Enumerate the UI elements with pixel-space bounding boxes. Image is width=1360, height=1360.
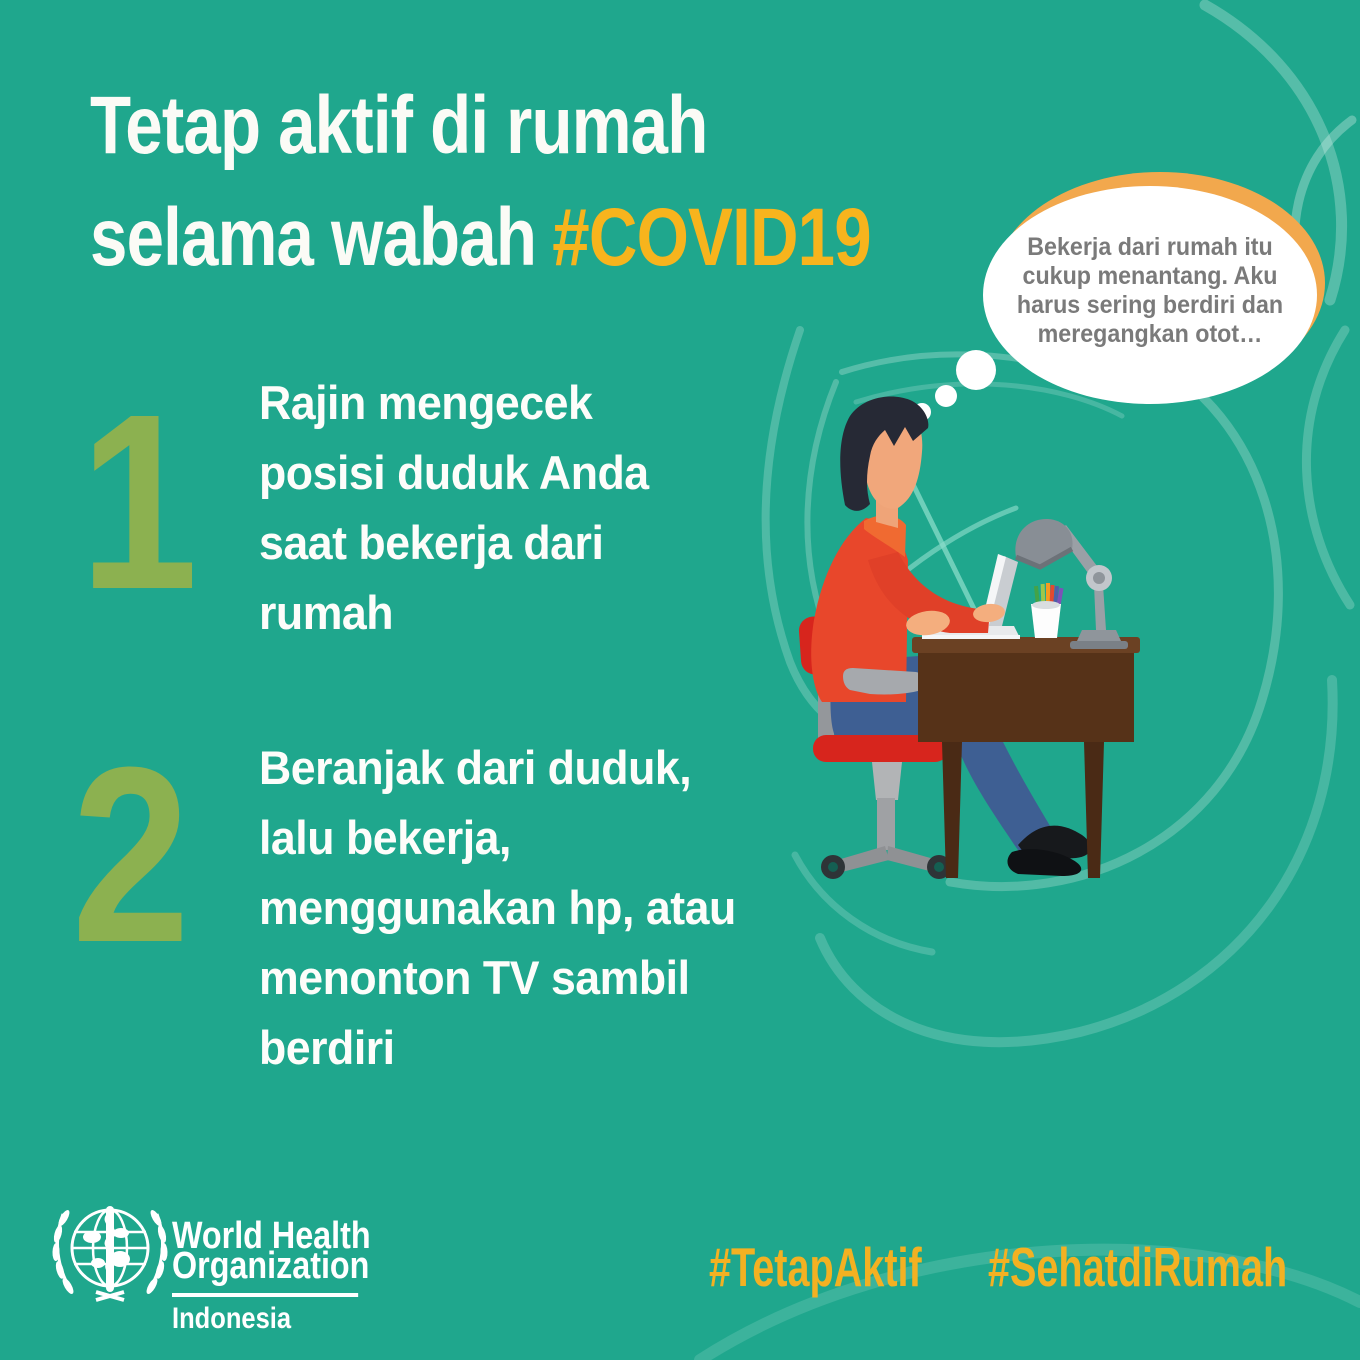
tip-2-number: 2 (71, 715, 190, 994)
poster-title (90, 70, 1033, 294)
title-line-2 (90, 182, 1033, 294)
tip-line: posisi duduk Anda (259, 446, 649, 499)
tip-line: lalu bekerja, (259, 811, 511, 864)
who-logo-divider (172, 1293, 358, 1297)
title-line-2-text: selama wabah (90, 192, 537, 283)
tip-line: berdiri (259, 1021, 395, 1074)
who-country-label: Indonesia (172, 1302, 292, 1335)
desk-lamp-icon (1015, 519, 1128, 649)
tip-line: menggunakan hp, atau (259, 881, 736, 934)
tip-1-text (259, 368, 848, 648)
who-org-name-line2: Organization (172, 1245, 370, 1287)
tip-line: Rajin mengecek (259, 376, 593, 429)
tip-line: menonton TV sambil (259, 951, 690, 1004)
who-emblem-icon (52, 1206, 168, 1300)
campaign-hashtags (709, 1236, 1288, 1298)
tip-line: rumah (259, 586, 394, 639)
bubble-line: meregangkan otot… (1037, 320, 1263, 348)
tip-line: saat bekerja dari (259, 516, 604, 569)
hashtag-tetapaktif: #TetapAktif (709, 1236, 922, 1298)
who-org-name-line1: World Health (172, 1215, 371, 1257)
hashtag-sehatdirumah: #SehatdiRumah (987, 1236, 1288, 1298)
who-logo-lockup (172, 1215, 371, 1336)
tip-1-number: 1 (79, 362, 198, 641)
pen-cup-icon (1031, 583, 1064, 638)
bubble-line: harus sering berdiri dan (1016, 291, 1284, 319)
tip-line: Beranjak dari duduk, (259, 741, 692, 794)
title-line-1: Tetap aktif di rumah (90, 80, 708, 171)
bubble-line: cukup menantang. Aku (1022, 262, 1278, 290)
tip-2-text (259, 733, 848, 1083)
bubble-line: Bekerja dari rumah itu (1027, 233, 1273, 261)
thought-bubble-text (1011, 233, 1290, 349)
person-legs (955, 740, 1091, 876)
covid19-hashtag: #COVID19 (552, 192, 871, 283)
